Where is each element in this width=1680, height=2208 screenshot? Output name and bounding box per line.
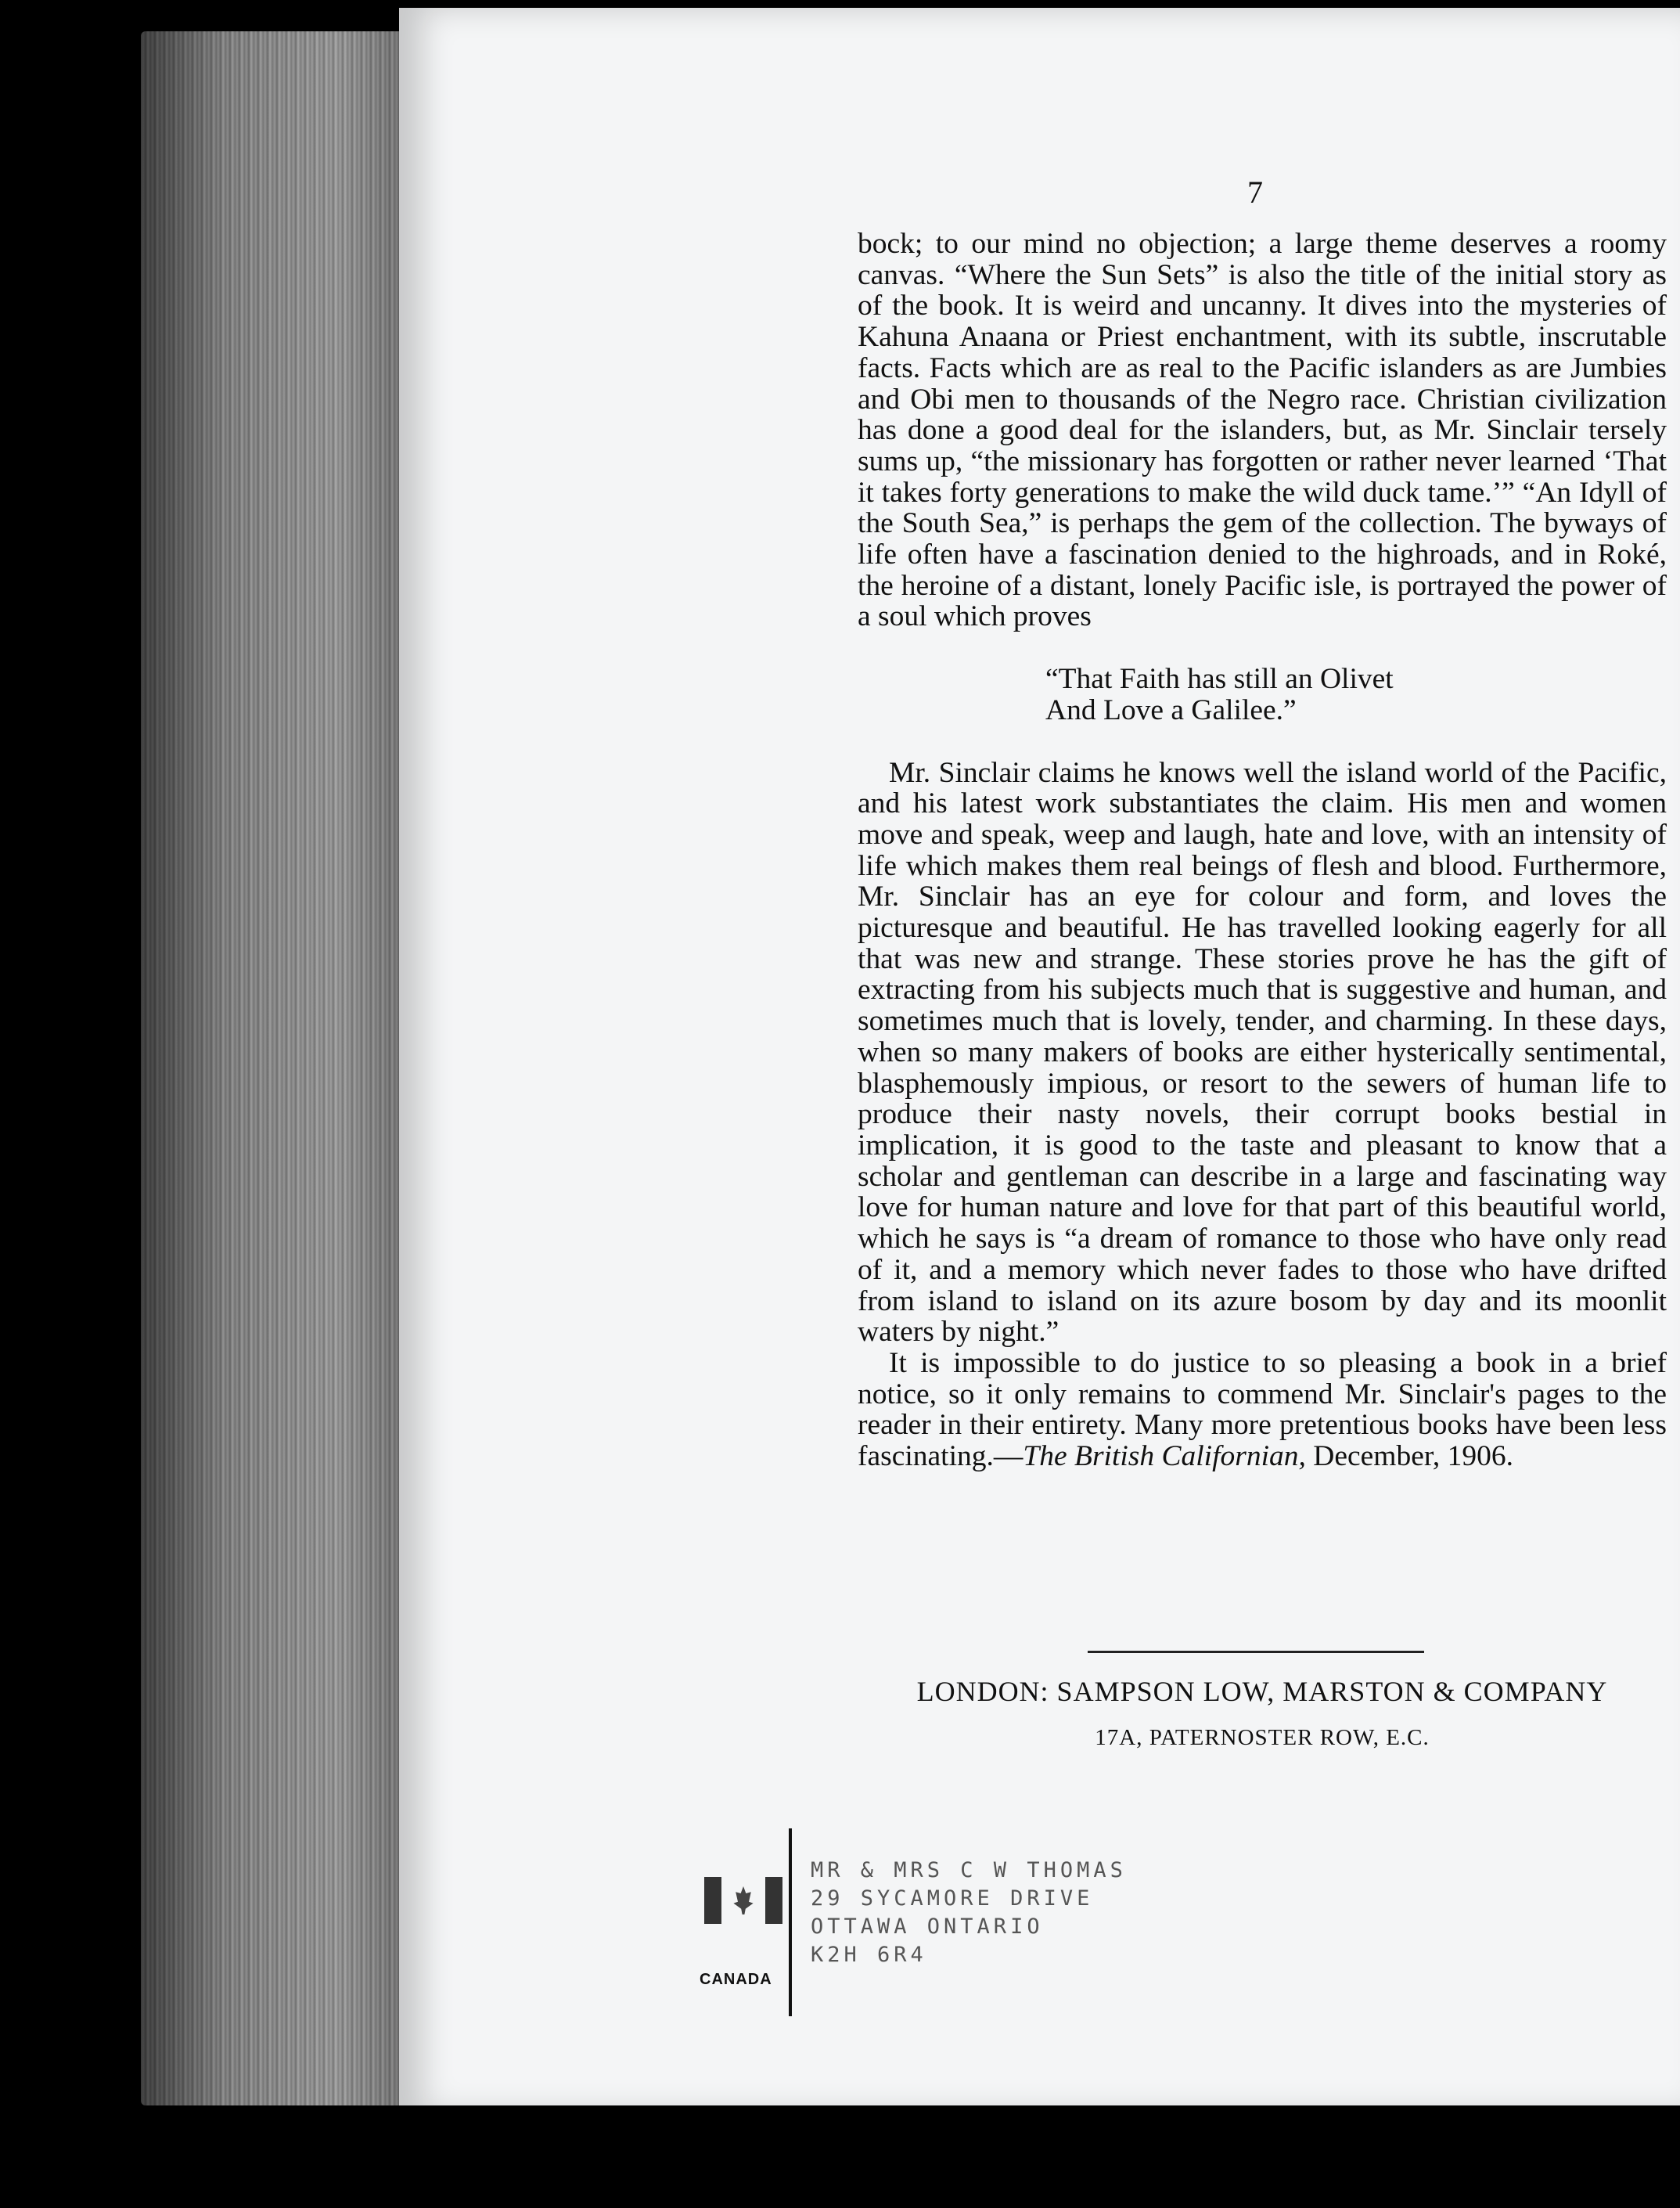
publisher-imprint: LONDON: SAMPSON LOW, MARSTON & COMPANY: [916, 1676, 1608, 1707]
verse-line-2: And Love a Galilee.”: [1045, 693, 1297, 726]
citation-source: The British Californian,: [1023, 1440, 1306, 1473]
paragraph-2: Mr. Sinclair claims he knows well the island world of the Pacific, and his latest work substantiates the claim. His men and women move and speak, weep and laugh, hate and love, with an intensity of life which makes them real beings of flesh and blood. Furthermore, Mr. Sinclair has an eye for colour and form, and loves the picturesque and beautiful. He has travelled looking eagerly for all that was new and strange. These stories prove he has the gift of extracting from his subjects much that is suggestive and human, and sometimes much that is lovely, tender, and charming. In these days, when so many makers of books are either hysterically sentimental, blasphemously impious, or resort to the sewers of human life to produce their nasty novels, their corrupt books bestial in implication, it is good to the taste and pleasant to know that a scholar and gentleman can describe in a large and fascinating way love for human nature and love for that part of this beautiful world, which he says is “a dream of romance to those who have only read of it, and a memory which never fades to those who have drifted from island to island on its azure bosom by day and its moonlit waters by night.”: [858, 756, 1667, 1349]
mailing-label: [811, 1857, 1127, 1969]
indicia-country: CANADA: [700, 1971, 772, 1988]
paragraph-1: bock; to our mind no objection; a large theme deserves a roomy canvas. “Where the Sun Sets” is also the title of the initial story as of the book. It is weird and uncanny. It dives into the mysteries of Kahuna Anaana or Priest enchantment, with its subtle, inscrutable facts. Facts which are as real to the Pacific islanders as are Jumbies and Obi men to thousands of the Negro race. Christian civilization has done a good deal for the islanders, but, as Mr. Sinclair tersely sums up, “the missionary has forgotten or rather never learned ‘That it takes forty generations to make the wild duck tame.’” “An Idyll of the South Sea,” is perhaps the gem of the collection. The byways of life often have a fascination denied to the highroads, and in Roké, the heroine of a distant, lonely Pacific isle, is portrayed the power of a soul which proves: [858, 228, 1667, 633]
scan-border: [0, 2105, 1680, 2208]
verse-quote: [1045, 664, 1667, 726]
postage-indicia: [689, 1830, 798, 2018]
publisher-address: 17A, PATERNOSTER ROW, E.C.: [1095, 1725, 1430, 1750]
canada-flag-icon: [704, 1877, 782, 1924]
book-page-edges: [141, 31, 423, 2105]
indicia-divider: [789, 1828, 792, 2016]
label-line-2: 29 SYCAMORE DRIVE: [811, 1886, 1094, 1911]
label-line-3: OTTAWA ONTARIO: [811, 1914, 1044, 1939]
label-line-4: K2H 6R4: [811, 1943, 927, 1967]
paragraph-3: [858, 1348, 1667, 1472]
paragraph-3-text: It is impossible to do justice to so pleasing a book in a brief notice, so it only remains to commend Mr. Sinclair's pages to the reader in their entirety. Many more pretentious books have been less fascinating.—: [858, 1346, 1667, 1473]
citation-date: December, 1906.: [1305, 1440, 1513, 1473]
section-rule: [1088, 1651, 1424, 1653]
review-text: [858, 229, 1667, 1472]
label-line-1: MR & MRS C W THOMAS: [811, 1858, 1127, 1882]
page-number: 7: [1247, 175, 1263, 210]
verse-line-1: “That Faith has still an Olivet: [1045, 663, 1394, 696]
